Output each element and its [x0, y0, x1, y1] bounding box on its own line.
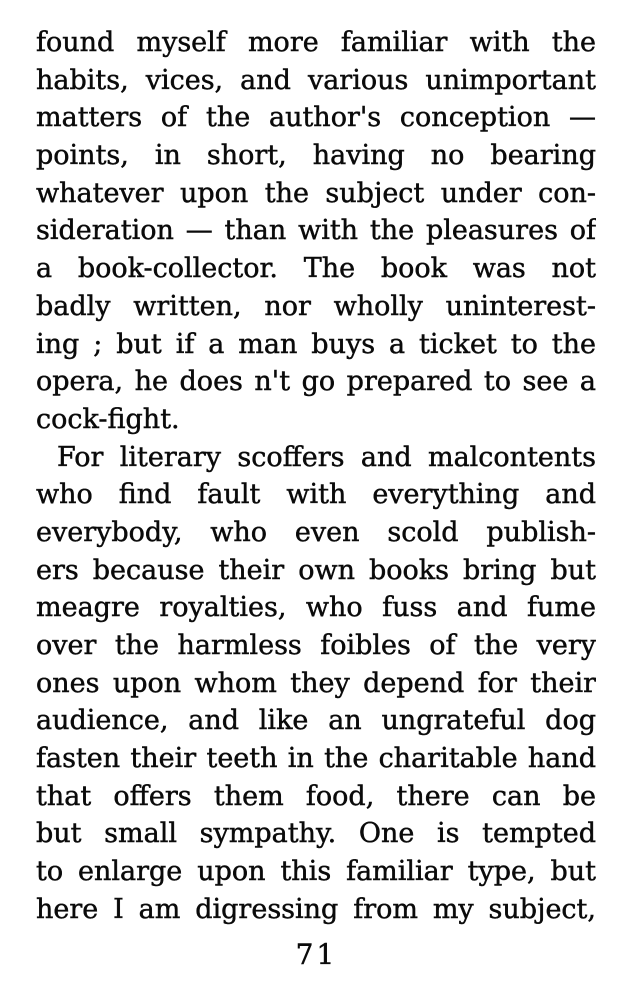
- text-line: who find fault with everything and: [36, 479, 596, 511]
- text-line: fasten their teeth in the charitable hand: [36, 743, 596, 775]
- text-line: that offers them food, there can be: [36, 780, 596, 812]
- text-line: badly written, nor wholly uninterest-: [36, 290, 596, 322]
- text-line: but small sympathy. One is tempted: [36, 818, 596, 850]
- page-number: 71: [295, 938, 338, 971]
- text-line: habits, vices, and various unimportant: [36, 64, 596, 96]
- text-line: found myself more familiar with the: [36, 27, 596, 58]
- text-line: ing ; but if a man buys a ticket to the: [36, 328, 596, 360]
- text-line: sideration — than with the pleasures of: [36, 215, 596, 247]
- text-line: ones upon whom they depend for their: [36, 667, 596, 699]
- text-line: whatever upon the subject under con-: [36, 177, 596, 209]
- page-text-block: [36, 24, 596, 929]
- text-line-paragraph-start: For literary scoffers and malcontents: [57, 441, 596, 473]
- text-line: ers because their own books bring but: [36, 554, 596, 586]
- text-line: a book-collector. The book was not: [36, 253, 596, 285]
- text-line: points, in short, having no bearing: [36, 140, 596, 172]
- text-line: matters of the author's conception —: [36, 102, 596, 134]
- text-line: here I am digressing from my subject,: [36, 893, 596, 925]
- text-line: audience, and like an ungrateful dog: [36, 705, 596, 737]
- text-line: meagre royalties, who fuss and fume: [36, 592, 596, 624]
- text-line-paragraph-end: cock-fight.: [36, 403, 180, 435]
- text-line: to enlarge upon this familiar type, but: [36, 856, 596, 888]
- text-line: opera, he does n't go prepared to see a: [36, 366, 596, 398]
- text-line: everybody, who even scold publish-: [36, 516, 596, 548]
- text-line: over the harmless foibles of the very: [36, 630, 596, 661]
